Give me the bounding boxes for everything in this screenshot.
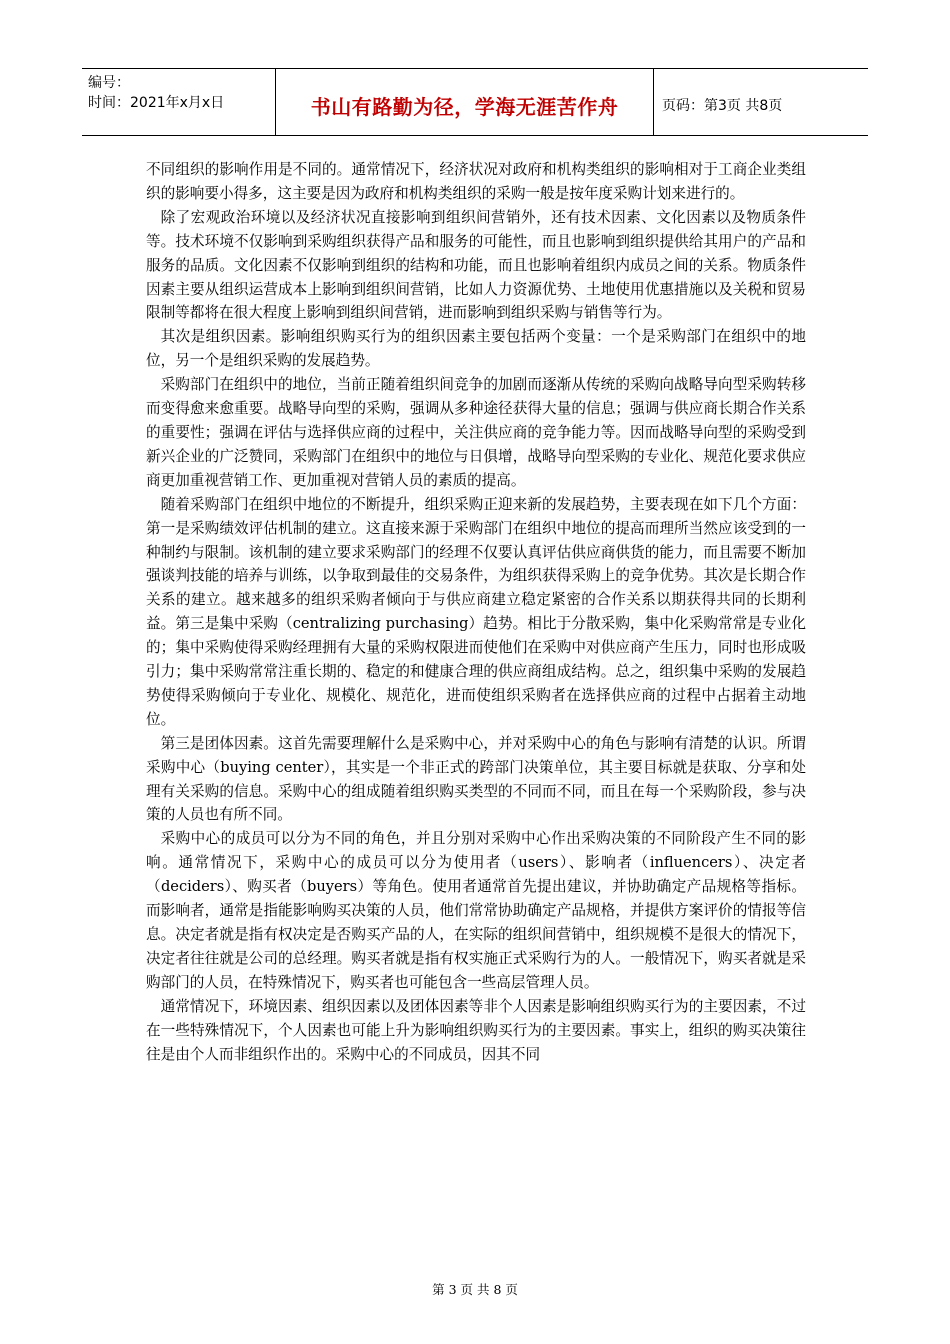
document-date-label: 时间：2021年x月x日 (88, 95, 225, 111)
header-motto: 书山有路勤为径，学海无涯苦作舟 (310, 94, 619, 119)
page-header (82, 68, 868, 136)
header-page-number: 页码：第3页 共8页 (662, 98, 783, 114)
header-page-cell (654, 69, 868, 135)
body-paragraph: 随着采购部门在组织中地位的不断提升，组织采购正迎来新的发展趋势，主要表现在如下几个方面：第一是采购绩效评估机制的建立。这直接来源于采购部门在组织中地位的提高而理所当然应该受到的一种制约与限制。该机制的建立要求采购部门的经理不仅要认真评估供应商供货的能力，而且需要不断加强谈判技能的培养与训练，以争取到最佳的交易条件，为组织获得采购上的竞争优势。其次是长期合作关系的建立。越来越多的组织采购者倾向于与供应商建立稳定紧密的合作关系以期获得共同的长期利益。第三是集中采购（centralizing purchasing）趋势。相比于分散采购，集中化采购常常是专业化的；集中采购使得采购经理拥有大量的采购权限进而使他们在采购中对供应商产生压力，同时也形成吸引力；集中采购常常注重长期的、稳定的和健康合理的供应商组成结构。总之，组织集中采购的发展趋势使得采购倾向于专业化、规模化、规范化，进而使组织采购者在选择供应商的过程中占据着主动地位。 (146, 495, 806, 728)
body-paragraph: 第三是团体因素。这首先需要理解什么是采购中心，并对采购中心的角色与影响有清楚的认识。所谓采购中心（buying center），其实是一个非正式的跨部门决策单位，其主要目标就是获取、分享和处理有关采购的信息。采购中心的组成随着组织购买类型的不同而不同，而且在每一个采购阶段，参与决策的人员也有所不同。 (146, 734, 806, 824)
header-meta-cell (82, 69, 276, 135)
body-paragraph: 采购中心的成员可以分为不同的角色，并且分别对采购中心作出采购决策的不同阶段产生不同的影响。通常情况下，采购中心的成员可以分为使用者（users）、影响者（influencers）、决定者（deciders）、购买者（buyers）等角色。使用者通常首先提出建议，并协助确定产品规格等指标。而影响者，通常是指能影响购买决策的人员，他们常常协助确定产品规格，并提供方案评价的情报等信息。决定者就是指有权决定是否购买产品的人，在实际的组织间营销中，组织规模不是很大的情况下，决定者往往就是公司的总经理。购买者就是指有权实施正式采购行为的人。一般情况下，购买者就是采购部门的人员，在特殊情况下，购买者也可能包含一些高层管理人员。 (146, 830, 806, 991)
body-paragraph: 其次是组织因素。影响组织购买行为的组织因素主要包括两个变量：一个是采购部门在组织中的地位，另一个是组织采购的发展趋势。 (146, 328, 806, 370)
document-number-label: 编号： (88, 75, 130, 91)
document-body (146, 158, 806, 1066)
body-paragraph: 通常情况下，环境因素、组织因素以及团体因素等非个人因素是影响组织购买行为的主要因素，不过在一些特殊情况下，个人因素也可能上升为影响组织购买行为的主要因素。事实上，组织的购买决策往往是由个人而非组织作出的。采购中心的不同成员，因其不同 (146, 997, 806, 1063)
page-footer: 第 3 页 共 8 页 (432, 1282, 518, 1297)
body-paragraph: 采购部门在组织中的地位，当前正随着组织间竞争的加剧而逐渐从传统的采购向战略导向型采购转移而变得愈来愈重要。战略导向型的采购，强调从多种途径获得大量的信息；强调与供应商长期合作关系的重要性；强调在评估与选择供应商的过程中，关注供应商的竞争能力等。因而战略导向型的采购受到新兴企业的广泛赞同，采购部门在组织中的地位与日俱增，战略导向型采购的专业化、规范化要求供应商更加重视营销工作、更加重视对营销人员的素质的提高。 (146, 376, 806, 489)
body-paragraph: 不同组织的影响作用是不同的。通常情况下，经济状况对政府和机构类组织的影响相对于工商企业类组织的影响要小得多，这主要是因为政府和机构类组织的采购一般是按年度采购计划来进行的。 (146, 161, 806, 202)
body-paragraph: 除了宏观政治环境以及经济状况直接影响到组织间营销外，还有技术因素、文化因素以及物质条件等。技术环境不仅影响到采购组织获得产品和服务的可能性，而且也影响到组织提供给其用户的产品和服务的品质。文化因素不仅影响到组织的结构和功能，而且也影响着组织内成员之间的关系。物质条件因素主要从组织运营成本上影响到组织间营销，比如人力资源优势、土地使用优惠措施以及关税和贸易限制等都将在很大程度上影响到组织间营销，进而影响到组织采购与销售等行为。 (146, 208, 806, 322)
header-motto-cell (276, 69, 654, 135)
